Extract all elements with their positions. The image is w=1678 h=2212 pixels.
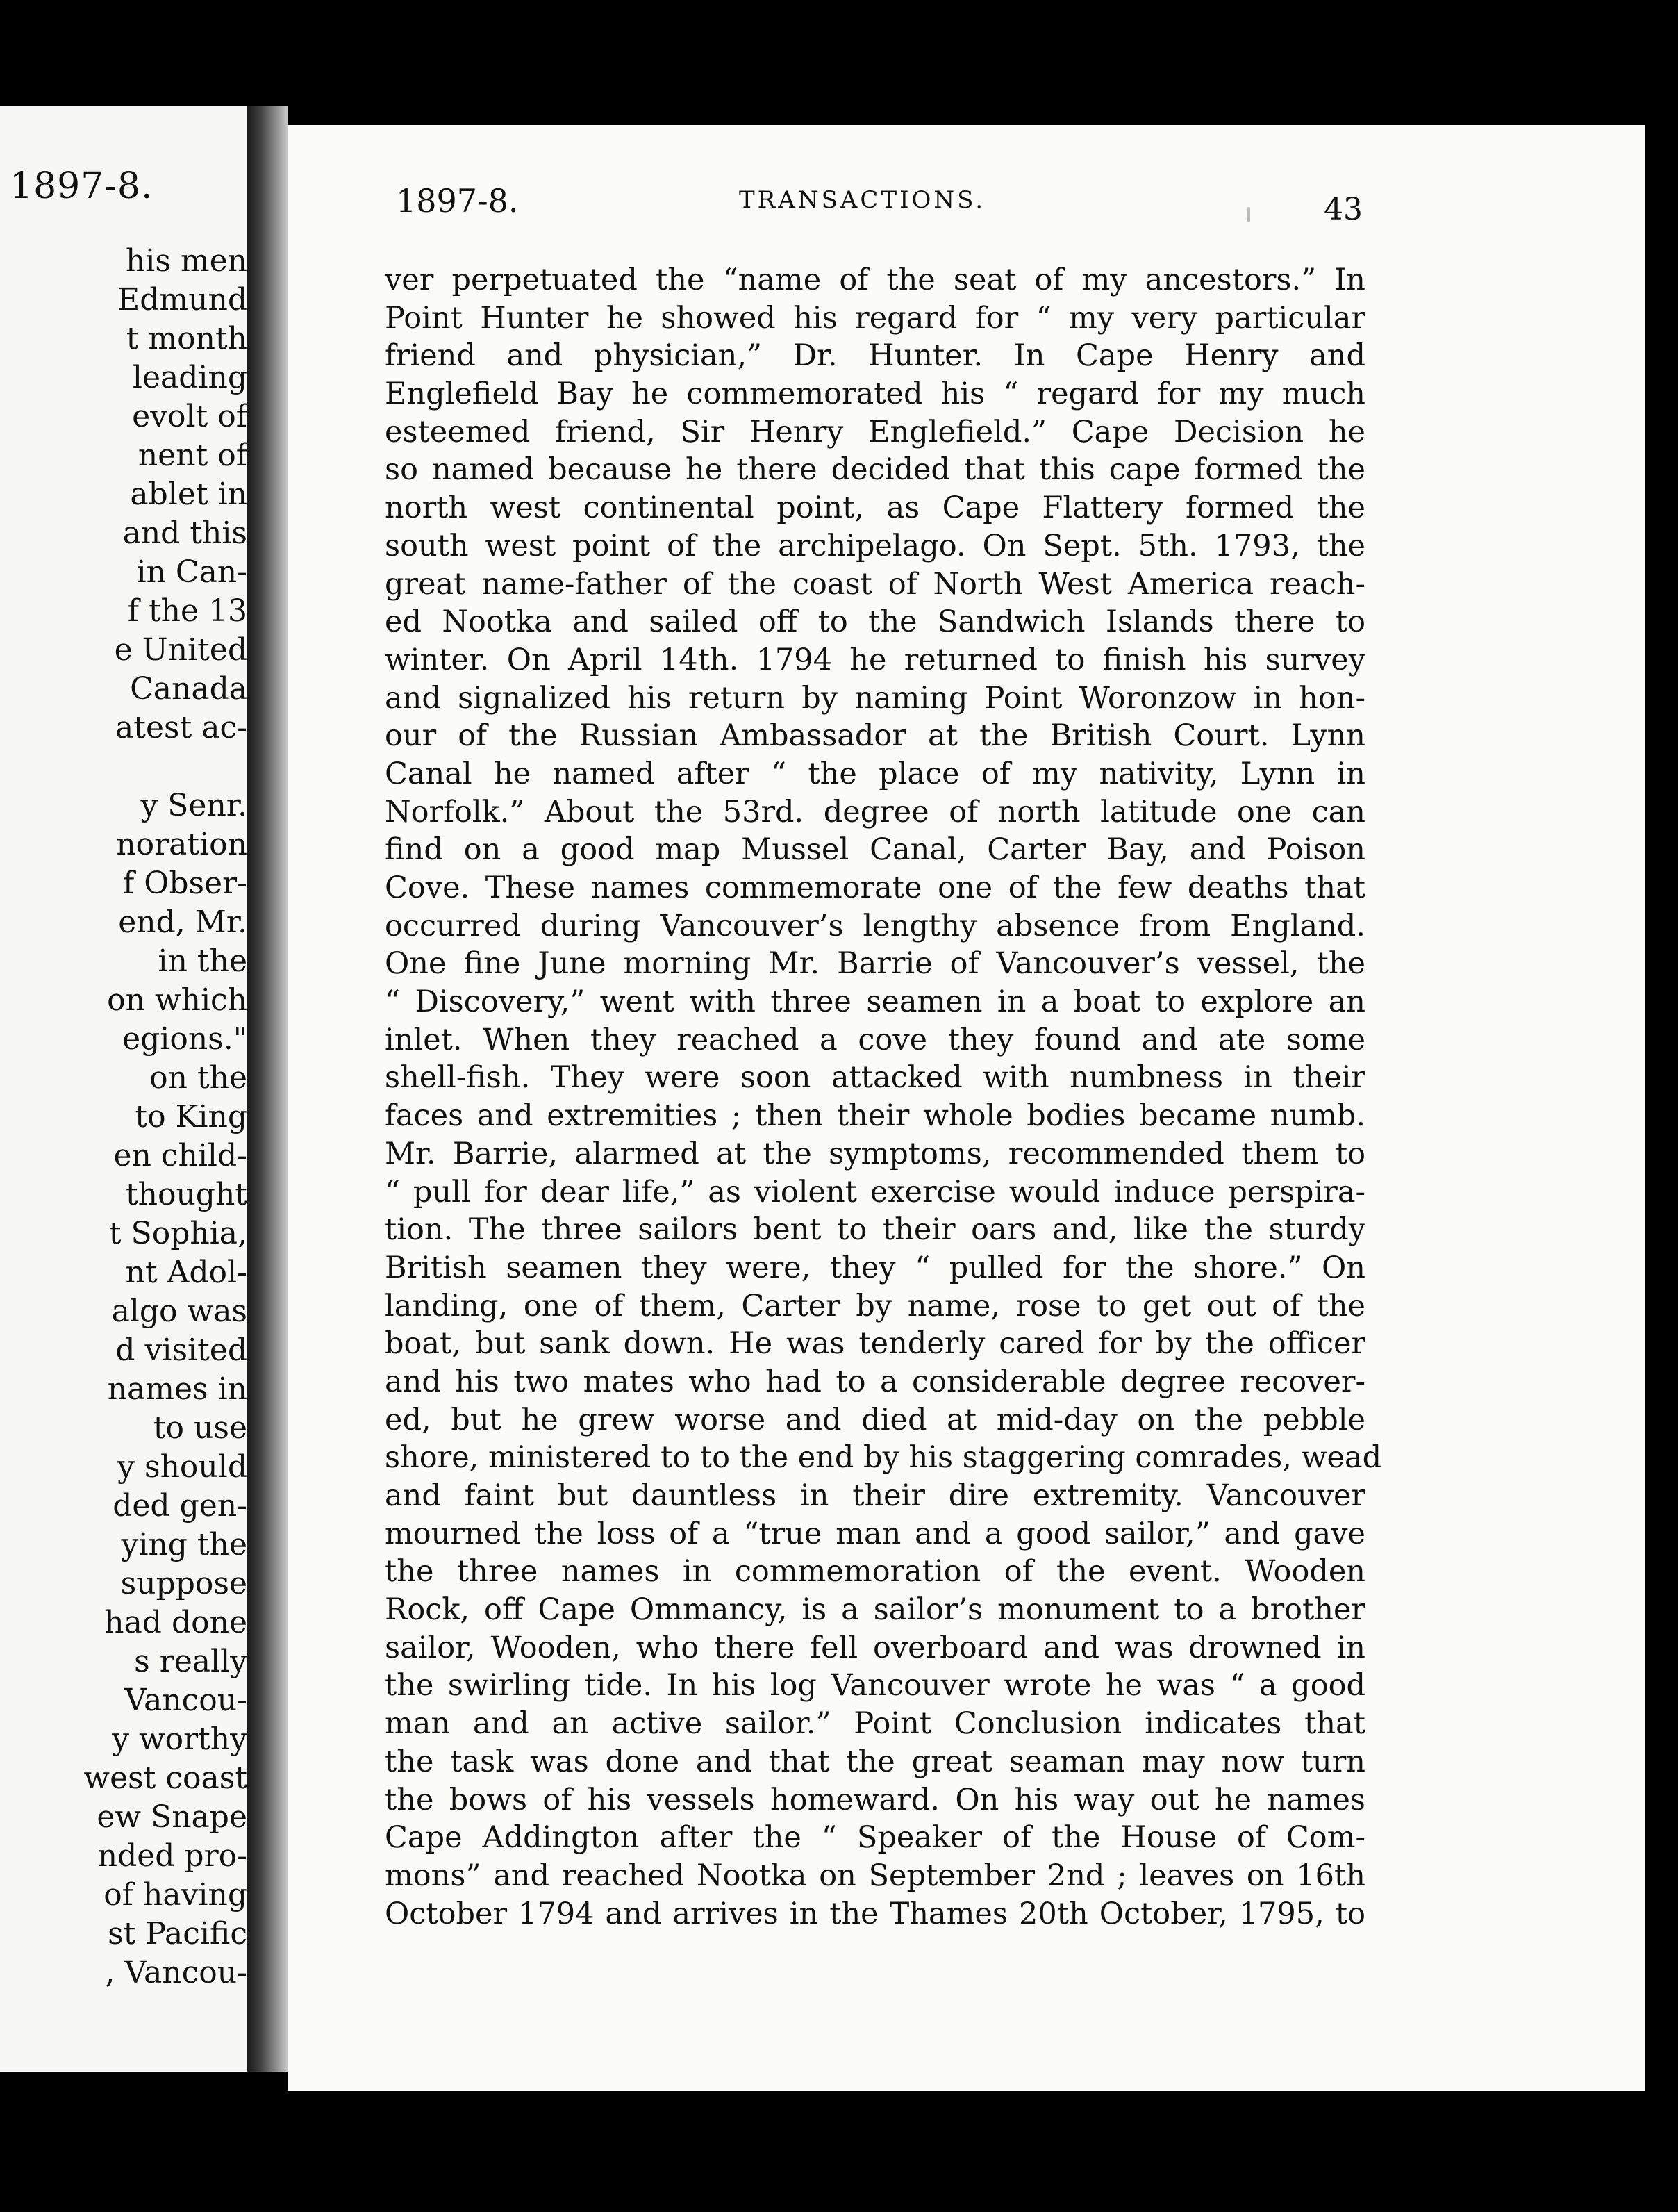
- text-line: so named because he there decided that this cape formed the: [385, 452, 1365, 488]
- text-line: the bows of his vessels homeward. On his way out he names: [385, 1782, 1365, 1817]
- previous-page-text-line: en child-: [113, 1138, 247, 1173]
- previous-page-text-line: end, Mr.: [118, 905, 247, 940]
- scan-speck: [1247, 207, 1250, 222]
- previous-page: [0, 106, 247, 2072]
- previous-page-text-line: had done: [104, 1605, 247, 1640]
- text-line: One fine June morning Mr. Barrie of Vancouver’s vessel, the: [385, 946, 1365, 982]
- previous-page-text-line: atest ac-: [115, 710, 247, 745]
- previous-page-text-line: thought: [125, 1177, 247, 1212]
- text-line: Norfolk.” About the 53rd. degree of north latitude one can: [385, 794, 1365, 830]
- text-line: friend and physician,” Dr. Hunter. In Cape Henry and: [385, 338, 1365, 374]
- text-line: tion. The three sailors bent to their oars and, like the sturdy: [385, 1212, 1365, 1248]
- text-line: the swirling tide. In his log Vancouver wrote he was “ a good: [385, 1668, 1365, 1703]
- running-head: [288, 182, 1645, 231]
- previous-page-text-line: Vancou-: [124, 1683, 247, 1718]
- text-line: Canal he named after “ the place of my nativity, Lynn in: [385, 756, 1365, 791]
- previous-page-text-line: egions.": [122, 1021, 247, 1057]
- text-line: “ Discovery,” went with three seamen in a boat to explore an: [385, 984, 1365, 1020]
- previous-page-text-line: ded gen-: [113, 1488, 247, 1524]
- text-line: mons” and reached Nootka on September 2nd ; leaves on 16th: [385, 1858, 1365, 1893]
- text-line: ed, but he grew worse and died at mid-day on the pebble: [385, 1402, 1365, 1437]
- previous-page-text-line: on which: [107, 982, 247, 1018]
- previous-page-text-line: in the: [158, 943, 247, 979]
- text-line: Cove. These names commemorate one of the few deaths that: [385, 870, 1365, 905]
- previous-page-text-line: y worthy: [112, 1722, 247, 1757]
- text-line: sailor, Wooden, who there fell overboard and was drowned in: [385, 1630, 1365, 1665]
- text-line: landing, one of them, Carter by name, rose to get out of the: [385, 1288, 1365, 1323]
- text-line: esteemed friend, Sir Henry Englefield.” Cape Decision he: [385, 414, 1365, 449]
- previous-page-text-line: suppose: [120, 1566, 247, 1601]
- text-line: the three names in commemoration of the event. Wooden: [385, 1554, 1365, 1590]
- previous-page-text-line: st Pacific: [108, 1916, 247, 1951]
- previous-page-text-line: e United: [114, 632, 247, 668]
- previous-page-text-line: on the: [149, 1060, 247, 1096]
- text-line: and faint but dauntless in their dire extremity. Vancouver: [385, 1478, 1365, 1513]
- previous-page-text-line: algo was: [111, 1294, 247, 1329]
- previous-page-text-line: and this: [122, 515, 247, 551]
- text-line: north west continental point, as Cape Flattery formed the: [385, 490, 1365, 526]
- text-line: Rock, off Cape Ommancy, is a sailor’s monument to a brother: [385, 1592, 1365, 1628]
- text-line: and signalized his return by naming Point Woronzow in hon-: [385, 680, 1365, 716]
- previous-page-text-line: his men: [125, 243, 247, 279]
- previous-page-text-line: of having: [103, 1877, 247, 1913]
- previous-page-text-line: to use: [153, 1410, 247, 1446]
- running-head-year: 1897-8.: [396, 182, 519, 220]
- previous-page-text-line: names in: [107, 1371, 247, 1407]
- previous-page-text-line: y should: [117, 1449, 247, 1485]
- text-line: shore, ministered to to the end by his staggering comrades, wead: [385, 1440, 1382, 1476]
- previous-page-text-line: s really: [134, 1644, 247, 1679]
- text-line: Mr. Barrie, alarmed at the symptoms, recommended them to: [385, 1136, 1365, 1171]
- previous-page-text-line: leading: [132, 360, 247, 395]
- previous-page-text-line: Edmund: [117, 282, 247, 317]
- text-line: British seamen they were, they “ pulled for the shore.” On: [385, 1250, 1365, 1285]
- text-line: shell-fish. They were soon attacked with numbness in their: [385, 1060, 1365, 1096]
- previous-page-text-line: f the 13: [127, 593, 247, 629]
- previous-page-text-line: nent of: [138, 438, 247, 473]
- text-line: winter. On April 14th. 1794 he returned to finish his survey: [385, 642, 1365, 677]
- previous-page-text-line: ablet in: [130, 477, 247, 512]
- previous-page-text-line: Canada: [130, 671, 247, 707]
- text-line: October 1794 and arrives in the Thames 20th October, 1795, to: [385, 1896, 1365, 1931]
- previous-page-text-line: , Vancou-: [105, 1955, 247, 1990]
- previous-page-text-line: to King: [135, 1099, 247, 1134]
- text-line: man and an active sailor.” Point Conclusion indicates that: [385, 1706, 1365, 1742]
- text-line: occurred during Vancouver’s lengthy absence from England.: [385, 908, 1365, 943]
- text-line: great name-father of the coast of North West America reach-: [385, 566, 1365, 602]
- book-gutter-shadow: [247, 106, 288, 2072]
- text-line: south west point of the archipelago. On Sept. 5th. 1793, the: [385, 528, 1365, 563]
- text-line: mourned the loss of a “true man and a good sailor,” and gave: [385, 1516, 1365, 1551]
- previous-page-text-line: f Obser-: [122, 866, 247, 901]
- text-line: the task was done and that the great seaman may now turn: [385, 1744, 1365, 1779]
- text-line: our of the Russian Ambassador at the British Court. Lynn: [385, 718, 1365, 754]
- previous-page-text-line: [83, 748, 247, 786]
- previous-page-text-line: west coast: [83, 1760, 247, 1796]
- previous-page-text-line: nded pro-: [97, 1838, 247, 1874]
- text-line: and his two mates who had to a considerable degree recover-: [385, 1364, 1365, 1399]
- previous-page-text-line: noration: [116, 827, 247, 862]
- page-number: 43: [1324, 192, 1363, 227]
- text-line: Point Hunter he showed his regard for “ my very particular: [385, 300, 1365, 336]
- previous-page-text-line: t Sophia,: [108, 1216, 247, 1251]
- previous-page-text-line: in Can-: [136, 554, 247, 590]
- previous-page-text-line: y Senr.: [140, 788, 247, 823]
- text-line: inlet. When they reached a cove they found and ate some: [385, 1022, 1365, 1057]
- text-line: boat, but sank down. He was tenderly cared for by the officer: [385, 1326, 1365, 1362]
- previous-page-text-line: t month: [126, 321, 247, 356]
- previous-page-text-line: evolt of: [132, 399, 247, 434]
- text-line: “ pull for dear life,” as violent exercise would induce perspira-: [385, 1174, 1365, 1210]
- text-line: find on a good map Mussel Canal, Carter Bay, and Poison: [385, 832, 1365, 868]
- previous-page-text-line: ying the: [121, 1527, 247, 1562]
- page-body-text: [385, 261, 1382, 1933]
- previous-page-text-line: ew Snape: [97, 1799, 247, 1835]
- text-line: ed Nootka and sailed off to the Sandwich Islands there to: [385, 604, 1365, 640]
- previous-page-text-line: nt Adol-: [125, 1255, 247, 1290]
- previous-page-running-head: 1897-8.: [10, 165, 153, 207]
- running-head-title: TRANSACTIONS.: [739, 186, 986, 214]
- text-line: faces and extremities ; then their whole bodies became numb.: [385, 1098, 1365, 1134]
- previous-page-text-line: d visited: [115, 1332, 247, 1368]
- current-page: [288, 125, 1645, 2091]
- text-line: Cape Addington after the “ Speaker of the House of Com-: [385, 1820, 1365, 1856]
- text-line: ver perpetuated the “name of the seat of my ancestors.” In: [385, 263, 1365, 297]
- previous-page-text-column: [83, 242, 247, 1992]
- text-line: Englefield Bay he commemorated his “ regard for my much: [385, 377, 1365, 412]
